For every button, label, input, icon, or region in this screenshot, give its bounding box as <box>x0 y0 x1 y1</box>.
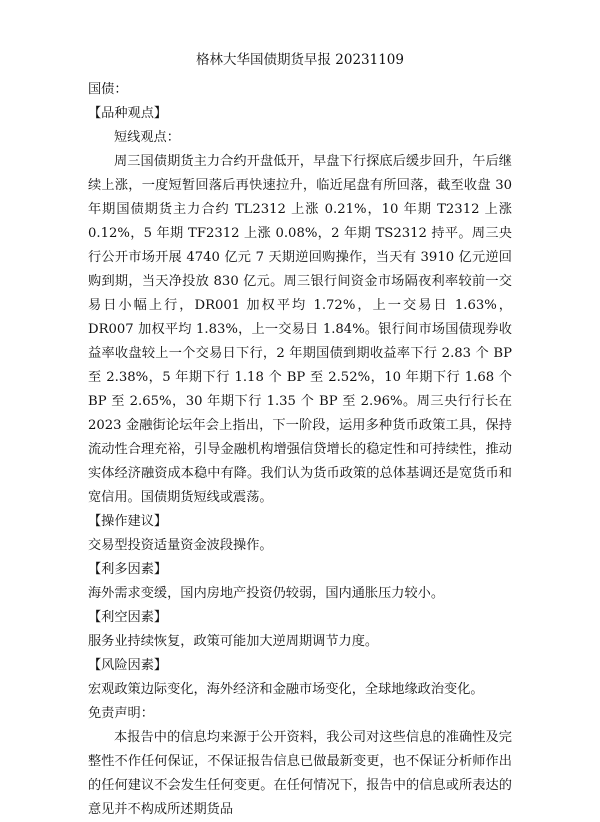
disclaimer-heading: 免责声明： <box>88 706 154 721</box>
views-paragraph: 周三国债期货主力合约开盘低开，早盘下行探底后缓步回升，午后继续上涨，一度短暂回落后再快速拉升，临近尾盘有所回落，截至收盘 30 年期国债期货主力合约 TL2312 上涨 0.21%，10 年期 T2312 上涨 0.12%，5 年期 TF2312 上涨 0.08%，2 年期 TS2312 持平。周三央行公开市场开展 4740 亿元 7 天期逆回购操作，当天有 3910 亿元逆回购到期，当天净投放 830 亿元。周三银行间资金市场隔夜利率较前一交易日小幅上行，DR001 加权平均 1.72%，上一交易日 1.63%，DR007 加权平均 1.83%，上一交易日 1.84%。银行间市场国债现券收益率收盘较上一个交易日下行，2 年期国债到期收益率下行 2.83 个 BP 至 2.38%，5 年期下行 1.18 个 BP 至 2.52%，10 年期下行 1.68 个 BP 至 2.65%，30 年期下行 1.35 个 BP 至 2.96%。周三央行行长在 2023 金融街论坛年会上指出，下一阶段，运用多种货币政策工具，保持流动性合理充裕，引导金融机构增强信贷增长的稳定性和可持续性，推动实体经济融资成本稳中有降。我们认为货币政策的总体基调还是宽货币和宽信用。国债期货短线或震荡。 <box>88 154 512 505</box>
bear-text: 服务业持续恢复，政策可能加大逆周期调节力度。 <box>88 634 379 649</box>
bull-text: 海外需求变缓，国内房地产投资仍较弱，国内通胀压力较小。 <box>88 586 445 601</box>
ops-text: 交易型投资适量资金波段操作。 <box>88 538 273 553</box>
section-heading-risk: 【风险因素】 <box>88 658 168 673</box>
section-heading-views: 【品种观点】 <box>88 106 168 121</box>
category-label: 国债： <box>88 82 128 97</box>
risk-text: 宏观政策边际变化，海外经济和金融市场变化，全球地缘政治变化。 <box>88 682 484 697</box>
section-heading-bull: 【利多因素】 <box>88 562 168 577</box>
report-title: 格林大华国债期货早报 20231109 <box>195 52 404 68</box>
subheading-short-term: 短线观点： <box>114 130 180 145</box>
disclaimer-paragraph: 本报告中的信息均来源于公开资料，我公司对这些信息的准确性及完整性不作任何保证，不保证报告信息已做最新变更，也不保证分析师作出的任何建议不会发生任何变更。在任何情况下，报告中的信息或所表达的意见并不构成所述期货品 <box>88 730 512 817</box>
section-heading-bear: 【利空因素】 <box>88 610 168 625</box>
section-heading-ops: 【操作建议】 <box>88 514 168 529</box>
